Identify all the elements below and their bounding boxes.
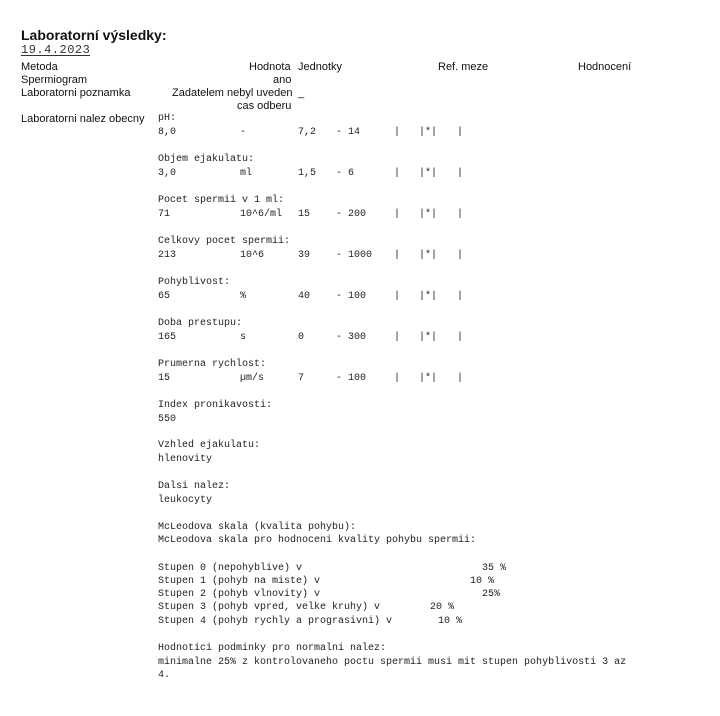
header-hodnoceni: Hodnocení [578, 61, 632, 73]
result-bar-left: | [394, 291, 401, 302]
result-low: 7,2 [298, 127, 317, 138]
result-unit: ml [240, 168, 253, 179]
result-bar-right: | [457, 250, 464, 261]
result-unit: 10^6/ml [240, 209, 283, 220]
stupen-4-label: Stupen 4 (pohyb rychly a prograsivni) v [158, 616, 393, 627]
result-unit: 10^6 [240, 250, 265, 261]
result-bar-right: | [457, 291, 464, 302]
note-name: Dalsi nalez: [158, 481, 231, 492]
note-name: Vzhled ejakulatu: [158, 440, 261, 451]
result-value: 8,0 [158, 127, 177, 138]
row-poznamka-value-1: Zadatelem nebyl uveden [172, 87, 293, 99]
result-low: 0 [298, 332, 305, 343]
result-high: - 300 [336, 332, 367, 343]
report-title: Laboratorní výsledky: [21, 27, 167, 43]
result-low: 39 [298, 250, 311, 261]
result-low: 1,5 [298, 168, 317, 179]
report-date: 19.4.2023 [21, 43, 91, 57]
result-high: - 200 [336, 209, 367, 220]
result-name: Doba prestupu: [158, 318, 243, 329]
mcleod-line1: McLeodova skala (kvalita pohybu): [158, 522, 357, 533]
podminky-line1: minimalne 25% z kontrolovaneho poctu spermii musi mit stupen pohyblivosti 3 az [158, 657, 627, 668]
stupen-2-label: Stupen 2 (pohyb vlnovity) v [158, 589, 321, 600]
result-value: 71 [158, 209, 171, 220]
result-name: Pohyblivost: [158, 277, 231, 288]
result-high: - 100 [336, 291, 367, 302]
result-low: 15 [298, 209, 311, 220]
row-poznamka-label: Laboratorni poznamka [21, 87, 131, 99]
stupen-3-value: 20 % [430, 602, 455, 613]
stupen-2-value: 25% [482, 589, 501, 600]
stupen-0-value: 35 % [482, 563, 507, 574]
result-name: Objem ejakulatu: [158, 154, 255, 165]
result-value: 65 [158, 291, 171, 302]
header-hodnota: Hodnota [249, 61, 291, 73]
result-bar-left: | [394, 168, 401, 179]
result-bar-right: | [457, 127, 464, 138]
result-unit: - [240, 127, 247, 138]
note-value: 550 [158, 414, 177, 425]
result-bar-right: | [457, 209, 464, 220]
result-bar-right: | [457, 373, 464, 384]
note-name: Index pronikavosti: [158, 400, 273, 411]
note-value: hlenovity [158, 454, 213, 465]
row-spermiogram-label: Spermiogram [21, 74, 88, 86]
result-high: - 14 [336, 127, 361, 138]
result-bar-marker: |*| [419, 168, 438, 179]
result-name: Prumerna rychlost: [158, 359, 267, 370]
result-bar-right: | [457, 168, 464, 179]
result-bar-marker: |*| [419, 373, 438, 384]
result-bar-right: | [457, 332, 464, 343]
result-value: 165 [158, 332, 177, 343]
result-high: - 6 [336, 168, 355, 179]
row-spermiogram-value: ano [273, 74, 292, 86]
mcleod-line2: McLeodova skala pro hodnoceni kvality pohybu spermii: [158, 535, 477, 546]
result-bar-marker: |*| [419, 209, 438, 220]
result-value: 15 [158, 373, 171, 384]
result-bar-left: | [394, 209, 401, 220]
result-bar-marker: |*| [419, 291, 438, 302]
result-value: 3,0 [158, 168, 177, 179]
podminky-line2: 4. [158, 670, 171, 681]
podminky-heading: Hodnotici podminky pro normalni nalez: [158, 643, 387, 654]
stupen-3-label: Stupen 3 (pohyb vpred, velke kruhy) v [158, 602, 381, 613]
result-low: 7 [298, 373, 305, 384]
result-high: - 1000 [336, 250, 373, 261]
result-bar-left: | [394, 332, 401, 343]
result-name: Pocet spermii v 1 ml: [158, 195, 285, 206]
stupen-1-value: 10 % [470, 576, 495, 587]
header-metoda: Metoda [21, 61, 58, 73]
result-bar-marker: |*| [419, 332, 438, 343]
note-value: leukocyty [158, 495, 213, 506]
result-high: - 100 [336, 373, 367, 384]
result-unit: µm/s [240, 373, 265, 384]
header-ref-meze: Ref. meze [438, 61, 489, 73]
result-name: Celkovy pocet spermii: [158, 236, 291, 247]
result-name: pH: [158, 113, 177, 124]
result-bar-marker: |*| [419, 127, 438, 138]
result-bar-left: | [394, 373, 401, 384]
row-nalez-label: Laboratorni nalez obecny [21, 113, 145, 125]
result-bar-marker: |*| [419, 250, 438, 261]
result-bar-left: | [394, 127, 401, 138]
result-value: 213 [158, 250, 177, 261]
stupen-0-label: Stupen 0 (nepohyblive) v [158, 563, 303, 574]
row-poznamka-value-2: cas odberu [237, 100, 292, 112]
row-poznamka-unit: _ [298, 87, 305, 99]
result-unit: s [240, 332, 247, 343]
result-low: 40 [298, 291, 311, 302]
stupen-4-value: 10 % [438, 616, 463, 627]
stupen-1-label: Stupen 1 (pohyb na miste) v [158, 576, 321, 587]
result-bar-left: | [394, 250, 401, 261]
result-unit: % [240, 291, 247, 302]
header-jednotky: Jednotky [298, 61, 343, 73]
